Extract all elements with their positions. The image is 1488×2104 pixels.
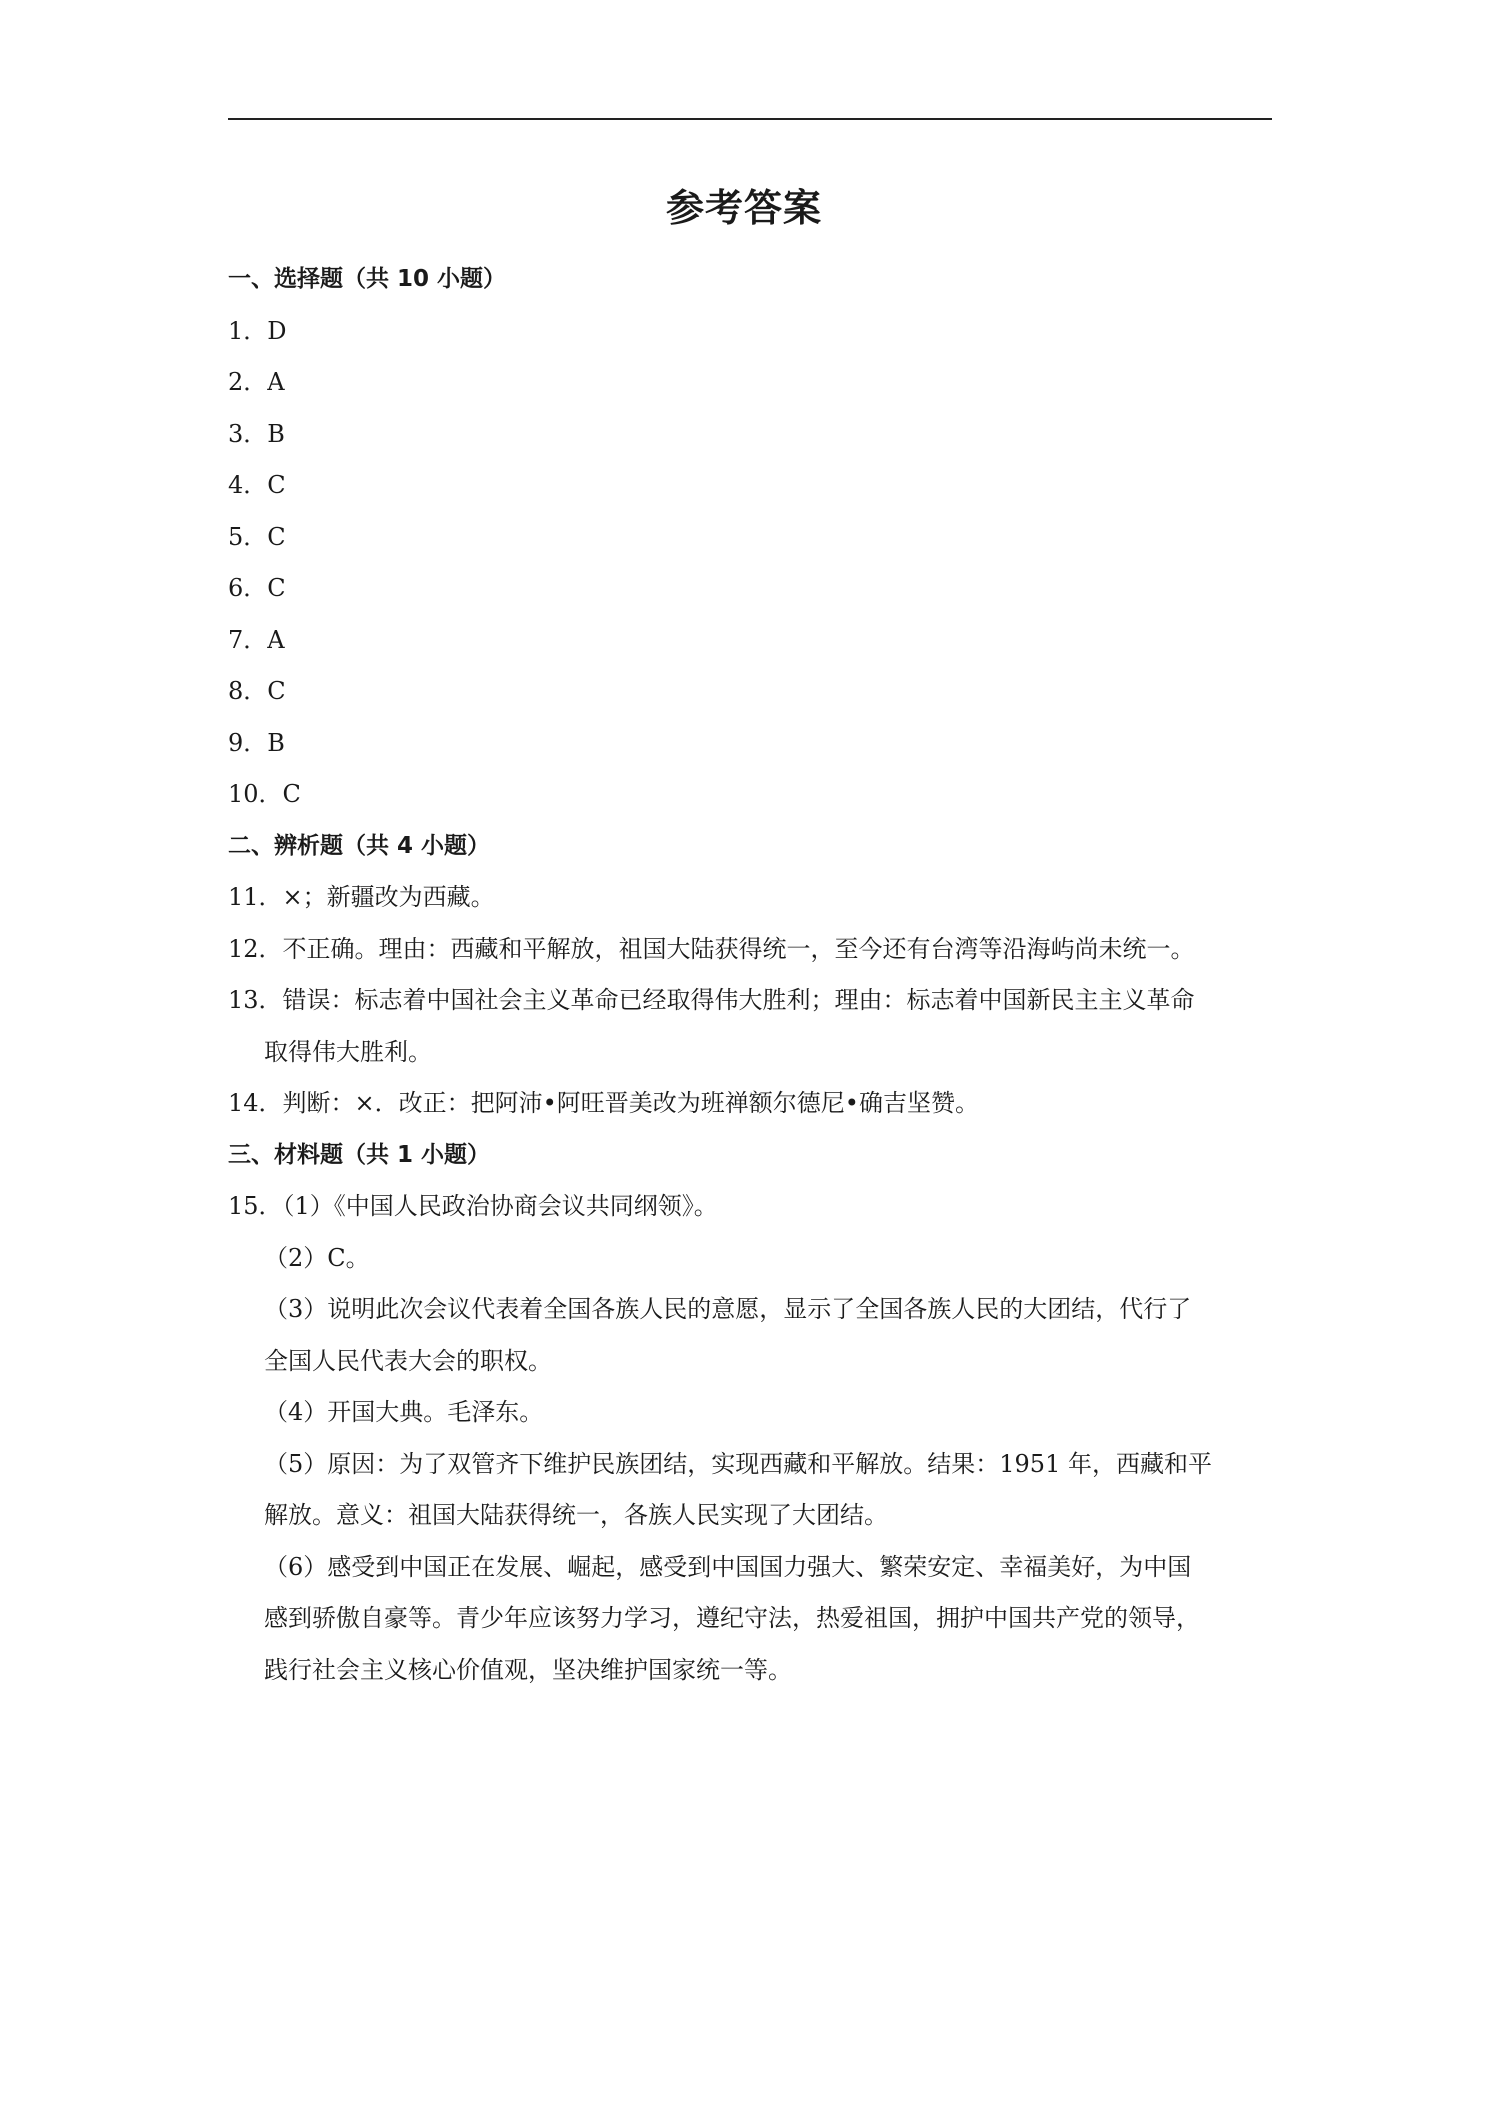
material-answer-15-5-line-1: （5）原因：为了双管齐下维护民族团结，实现西藏和平解放。结果：1951 年，西藏和平 — [264, 1449, 1212, 1478]
section-heading-material: 三、材料题（共 1 小题） — [228, 1141, 491, 1168]
judge-answer-14: 14．判断：×．改正：把阿沛•阿旺晋美改为班禅额尔德尼•确吉坚赞。 — [228, 1089, 979, 1117]
choice-answer-2: 2．A — [228, 368, 285, 396]
material-answer-15-6-line-2: 感到骄傲自豪等。青少年应该努力学习，遵纪守法，热爱祖国，拥护中国共产党的领导， — [264, 1604, 1200, 1632]
choice-answer-7: 7．A — [228, 625, 285, 654]
material-answer-15-4: （4）开国大典。毛泽东。 — [264, 1398, 544, 1426]
material-answer-15-3-line-2: 全国人民代表大会的职权。 — [264, 1346, 552, 1375]
material-answer-15-6-line-1: （6）感受到中国正在发展、崛起，感受到中国国力强大、繁荣安定、幸福美好，为中国 — [264, 1552, 1192, 1581]
judge-answer-12: 12．不正确。理由：西藏和平解放，祖国大陆获得统一，至今还有台湾等沿海屿尚未统一。 — [228, 934, 1195, 963]
choice-answer-10: 10．C — [228, 780, 301, 808]
judge-answer-13-line-1: 13．错误：标志着中国社会主义革命已经取得伟大胜利；理由：标志着中国新民主主义革命 — [228, 986, 1195, 1014]
choice-answer-4: 4．C — [228, 471, 286, 499]
choice-answer-6: 6．C — [228, 574, 286, 602]
judge-answer-13-line-2: 取得伟大胜利。 — [264, 1037, 432, 1066]
choice-answer-1: 1．D — [228, 316, 287, 345]
choice-answer-5: 5．C — [228, 522, 286, 551]
material-answer-15-1: 15．（1）《中国人民政治协商会议共同纲领》。 — [228, 1192, 718, 1220]
choice-answer-8: 8．C — [228, 677, 286, 705]
page-title: 参考答案 — [665, 186, 822, 230]
choice-answer-3: 3．B — [228, 419, 285, 448]
material-answer-15-3-line-1: （3）说明此次会议代表着全国各族人民的意愿，显示了全国各族人民的大团结，代行了 — [264, 1295, 1192, 1323]
material-answer-15-6-line-3: 践行社会主义核心价值观，坚决维护国家统一等。 — [264, 1655, 792, 1684]
material-answer-15-5-line-2: 解放。意义：祖国大陆获得统一，各族人民实现了大团结。 — [264, 1501, 888, 1529]
header-rule — [228, 118, 1272, 120]
section-heading-judge: 二、辨析题（共 4 小题） — [228, 832, 491, 859]
choice-answer-9: 9．B — [228, 728, 285, 757]
answer-content — [228, 254, 1272, 1696]
judge-answer-11: 11．×；新疆改为西藏。 — [228, 883, 495, 911]
material-answer-15-2: （2）C。 — [264, 1243, 370, 1272]
section-heading-choice: 一、选择题（共 10 小题） — [228, 266, 507, 292]
